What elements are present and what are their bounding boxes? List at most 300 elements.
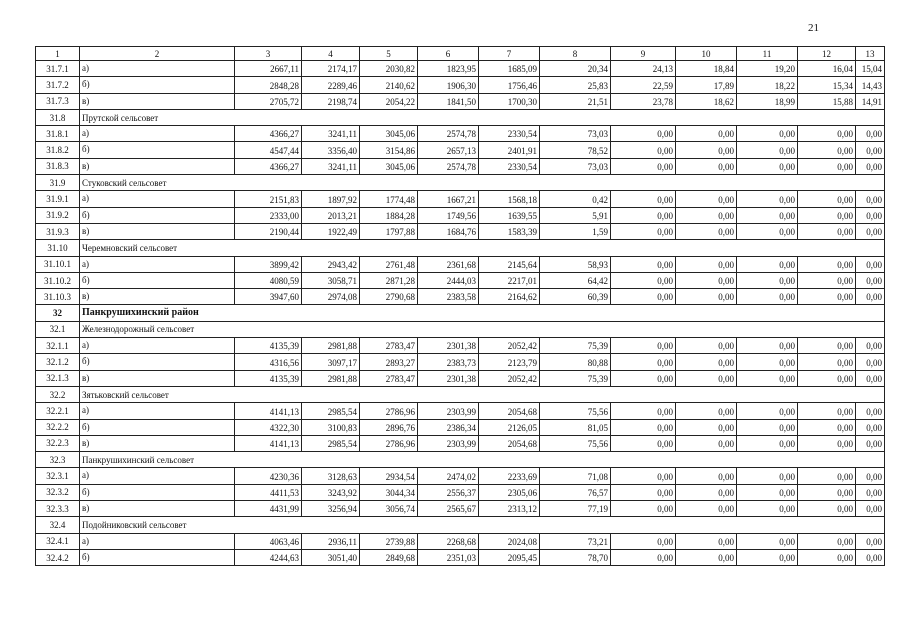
- value-cell: 0,00: [856, 207, 885, 223]
- column-header: 6: [418, 47, 479, 61]
- value-cell: 2981,88: [302, 338, 360, 354]
- value-cell: 81,05: [540, 419, 611, 435]
- value-cell: 3058,71: [302, 272, 360, 288]
- value-cell: 0,00: [611, 207, 676, 223]
- value-cell: 0,00: [798, 501, 856, 517]
- header-row: [36, 47, 885, 61]
- value-cell: 2030,82: [360, 61, 418, 77]
- value-cell: 0,00: [798, 435, 856, 451]
- value-cell: 0,00: [611, 354, 676, 370]
- value-cell: 2849,68: [360, 549, 418, 565]
- value-cell: 0,00: [737, 468, 798, 484]
- value-cell: 2981,88: [302, 370, 360, 386]
- value-cell: 18,22: [737, 77, 798, 93]
- value-cell: 1583,39: [479, 223, 540, 239]
- row-option: в): [80, 435, 235, 451]
- value-cell: 2783,47: [360, 370, 418, 386]
- value-cell: 0,00: [856, 223, 885, 239]
- value-cell: 0,00: [798, 158, 856, 174]
- value-cell: 0,00: [798, 549, 856, 565]
- value-cell: 14,43: [856, 77, 885, 93]
- row-option: б): [80, 142, 235, 158]
- value-cell: 2351,03: [418, 549, 479, 565]
- row-option: б): [80, 549, 235, 565]
- value-cell: 0,00: [856, 403, 885, 419]
- value-cell: 2761,48: [360, 256, 418, 272]
- district-row: [36, 305, 885, 321]
- value-cell: 2054,22: [360, 93, 418, 109]
- row-option: в): [80, 501, 235, 517]
- value-cell: 4135,39: [235, 370, 302, 386]
- table-row: [36, 354, 885, 370]
- value-cell: 0,00: [737, 435, 798, 451]
- value-cell: 23,78: [611, 93, 676, 109]
- value-cell: 2174,17: [302, 61, 360, 77]
- value-cell: 0,00: [856, 484, 885, 500]
- row-code: 32.3.3: [36, 501, 80, 517]
- row-option: а): [80, 403, 235, 419]
- value-cell: 0,00: [676, 549, 737, 565]
- value-cell: 73,03: [540, 126, 611, 142]
- value-cell: 2052,42: [479, 338, 540, 354]
- value-cell: 2313,12: [479, 501, 540, 517]
- table-row: [36, 207, 885, 223]
- row-code: 32.3.2: [36, 484, 80, 500]
- value-cell: 3899,42: [235, 256, 302, 272]
- value-cell: 0,00: [676, 126, 737, 142]
- row-code: 32.4.1: [36, 533, 80, 549]
- value-cell: 2474,02: [418, 468, 479, 484]
- value-cell: 0,00: [737, 256, 798, 272]
- row-code: 32: [36, 305, 80, 321]
- section-row: [36, 175, 885, 191]
- row-option: б): [80, 272, 235, 288]
- value-cell: 0,00: [676, 419, 737, 435]
- value-cell: 2401,91: [479, 142, 540, 158]
- row-code: 31.10.1: [36, 256, 80, 272]
- value-cell: 2126,05: [479, 419, 540, 435]
- value-cell: 0,00: [798, 484, 856, 500]
- value-cell: 76,57: [540, 484, 611, 500]
- row-code: 32.2.2: [36, 419, 80, 435]
- value-cell: 2739,88: [360, 533, 418, 549]
- value-cell: 78,70: [540, 549, 611, 565]
- column-header: 2: [80, 47, 235, 61]
- value-cell: 0,00: [676, 289, 737, 305]
- value-cell: 0,00: [676, 272, 737, 288]
- value-cell: 4141,13: [235, 435, 302, 451]
- row-option: в): [80, 289, 235, 305]
- value-cell: 1700,30: [479, 93, 540, 109]
- row-option: в): [80, 93, 235, 109]
- value-cell: 3051,40: [302, 549, 360, 565]
- table-row: [36, 142, 885, 158]
- value-cell: 3243,92: [302, 484, 360, 500]
- value-cell: 2871,28: [360, 272, 418, 288]
- value-cell: 0,00: [856, 370, 885, 386]
- value-cell: 16,04: [798, 61, 856, 77]
- row-code: 32.3: [36, 452, 80, 468]
- value-cell: 5,91: [540, 207, 611, 223]
- value-cell: 0,00: [676, 501, 737, 517]
- section-title: Прутской сельсовет: [80, 109, 885, 125]
- value-cell: 0,00: [856, 191, 885, 207]
- value-cell: 1884,28: [360, 207, 418, 223]
- table-row: [36, 61, 885, 77]
- value-cell: 4547,44: [235, 142, 302, 158]
- row-code: 32.1: [36, 321, 80, 337]
- value-cell: 0,00: [611, 468, 676, 484]
- value-cell: 0,00: [856, 126, 885, 142]
- table-row: [36, 338, 885, 354]
- row-code: 32.2: [36, 386, 80, 402]
- value-cell: 2024,08: [479, 533, 540, 549]
- value-cell: 2164,62: [479, 289, 540, 305]
- value-cell: 0,00: [611, 126, 676, 142]
- value-cell: 25,83: [540, 77, 611, 93]
- table-row: [36, 272, 885, 288]
- table-row: [36, 370, 885, 386]
- value-cell: 3256,94: [302, 501, 360, 517]
- value-cell: 21,51: [540, 93, 611, 109]
- value-cell: 0,00: [676, 403, 737, 419]
- value-cell: 0,00: [611, 533, 676, 549]
- value-cell: 0,00: [798, 533, 856, 549]
- row-code: 31.7.3: [36, 93, 80, 109]
- row-code: 32.1.3: [36, 370, 80, 386]
- value-cell: 2268,68: [418, 533, 479, 549]
- value-cell: 0,00: [798, 207, 856, 223]
- row-code: 31.10.2: [36, 272, 80, 288]
- value-cell: 0,00: [676, 484, 737, 500]
- value-cell: 0,00: [676, 338, 737, 354]
- table-row: [36, 223, 885, 239]
- row-option: б): [80, 77, 235, 93]
- value-cell: 3044,34: [360, 484, 418, 500]
- row-code: 31.7.2: [36, 77, 80, 93]
- value-cell: 3056,74: [360, 501, 418, 517]
- value-cell: 0,00: [798, 419, 856, 435]
- table-row: [36, 289, 885, 305]
- row-code: 31.8.1: [36, 126, 80, 142]
- value-cell: 0,00: [737, 142, 798, 158]
- value-cell: 0,00: [611, 158, 676, 174]
- value-cell: 3045,06: [360, 158, 418, 174]
- value-cell: 2386,34: [418, 419, 479, 435]
- row-option: б): [80, 419, 235, 435]
- value-cell: 0,00: [856, 419, 885, 435]
- value-cell: 0,00: [798, 223, 856, 239]
- tariff-table: [35, 46, 885, 566]
- value-cell: 17,89: [676, 77, 737, 93]
- value-cell: 2140,62: [360, 77, 418, 93]
- value-cell: 0,00: [611, 419, 676, 435]
- value-cell: 19,20: [737, 61, 798, 77]
- value-cell: 2151,83: [235, 191, 302, 207]
- value-cell: 2301,38: [418, 370, 479, 386]
- value-cell: 0,00: [611, 191, 676, 207]
- row-option: а): [80, 468, 235, 484]
- section-title: Стуковский сельсовет: [80, 175, 885, 191]
- row-option: в): [80, 223, 235, 239]
- value-cell: 2783,47: [360, 338, 418, 354]
- value-cell: 3097,17: [302, 354, 360, 370]
- table-row: [36, 435, 885, 451]
- value-cell: 2383,73: [418, 354, 479, 370]
- row-code: 31.8: [36, 109, 80, 125]
- table-body: [36, 47, 885, 566]
- value-cell: 0,00: [737, 403, 798, 419]
- row-code: 31.9.1: [36, 191, 80, 207]
- value-cell: 4316,56: [235, 354, 302, 370]
- column-header: 4: [302, 47, 360, 61]
- value-cell: 75,56: [540, 435, 611, 451]
- value-cell: 2330,54: [479, 126, 540, 142]
- row-option: а): [80, 61, 235, 77]
- column-header: 10: [676, 47, 737, 61]
- value-cell: 0,00: [676, 142, 737, 158]
- value-cell: 2565,67: [418, 501, 479, 517]
- row-option: а): [80, 191, 235, 207]
- value-cell: 3100,83: [302, 419, 360, 435]
- value-cell: 0,00: [611, 370, 676, 386]
- value-cell: 1685,09: [479, 61, 540, 77]
- value-cell: 4411,53: [235, 484, 302, 500]
- value-cell: 3241,11: [302, 158, 360, 174]
- value-cell: 2361,68: [418, 256, 479, 272]
- row-code: 31.8.3: [36, 158, 80, 174]
- value-cell: 0,00: [737, 533, 798, 549]
- value-cell: 0,00: [798, 142, 856, 158]
- section-row: [36, 386, 885, 402]
- value-cell: 0,00: [798, 468, 856, 484]
- value-cell: 4230,36: [235, 468, 302, 484]
- row-option: а): [80, 126, 235, 142]
- value-cell: 0,00: [737, 207, 798, 223]
- column-header: 11: [737, 47, 798, 61]
- value-cell: 1841,50: [418, 93, 479, 109]
- value-cell: 1774,48: [360, 191, 418, 207]
- value-cell: 3241,11: [302, 126, 360, 142]
- value-cell: 0,00: [856, 338, 885, 354]
- value-cell: 58,93: [540, 256, 611, 272]
- row-code: 31.9.2: [36, 207, 80, 223]
- value-cell: 4322,30: [235, 419, 302, 435]
- value-cell: 2190,44: [235, 223, 302, 239]
- value-cell: 18,99: [737, 93, 798, 109]
- value-cell: 24,13: [611, 61, 676, 77]
- section-title: Подойниковский сельсовет: [80, 517, 885, 533]
- row-code: 32.4.2: [36, 549, 80, 565]
- value-cell: 0,00: [856, 272, 885, 288]
- value-cell: 2217,01: [479, 272, 540, 288]
- value-cell: 2054,68: [479, 403, 540, 419]
- value-cell: 0,00: [856, 354, 885, 370]
- value-cell: 0,00: [798, 289, 856, 305]
- value-cell: 2657,13: [418, 142, 479, 158]
- value-cell: 0,00: [737, 338, 798, 354]
- value-cell: 4141,13: [235, 403, 302, 419]
- column-header: 13: [856, 47, 885, 61]
- value-cell: 3128,63: [302, 468, 360, 484]
- row-code: 31.10.3: [36, 289, 80, 305]
- value-cell: 2936,11: [302, 533, 360, 549]
- value-cell: 2145,64: [479, 256, 540, 272]
- value-cell: 1667,21: [418, 191, 479, 207]
- section-title: Черемновский сельсовет: [80, 240, 885, 256]
- value-cell: 0,00: [856, 501, 885, 517]
- value-cell: 2893,27: [360, 354, 418, 370]
- value-cell: 71,08: [540, 468, 611, 484]
- value-cell: 0,00: [611, 403, 676, 419]
- value-cell: 0,00: [856, 468, 885, 484]
- column-header: 8: [540, 47, 611, 61]
- value-cell: 0,00: [676, 191, 737, 207]
- value-cell: 0,00: [676, 158, 737, 174]
- value-cell: 0,00: [611, 272, 676, 288]
- value-cell: 2123,79: [479, 354, 540, 370]
- page-number: 21: [808, 22, 819, 34]
- value-cell: 2790,68: [360, 289, 418, 305]
- value-cell: 0,00: [611, 142, 676, 158]
- value-cell: 75,39: [540, 338, 611, 354]
- value-cell: 2985,54: [302, 435, 360, 451]
- row-option: а): [80, 533, 235, 549]
- table-row: [36, 403, 885, 419]
- value-cell: 2052,42: [479, 370, 540, 386]
- value-cell: 1639,55: [479, 207, 540, 223]
- value-cell: 0,00: [611, 223, 676, 239]
- value-cell: 0,00: [856, 533, 885, 549]
- value-cell: 2705,72: [235, 93, 302, 109]
- value-cell: 0,00: [798, 126, 856, 142]
- value-cell: 3947,60: [235, 289, 302, 305]
- value-cell: 2289,46: [302, 77, 360, 93]
- value-cell: 0,00: [676, 370, 737, 386]
- value-cell: 2330,54: [479, 158, 540, 174]
- section-title: Железнодорожный сельсовет: [80, 321, 885, 337]
- value-cell: 0,00: [676, 435, 737, 451]
- value-cell: 0,00: [737, 272, 798, 288]
- row-code: 31.10: [36, 240, 80, 256]
- value-cell: 2303,99: [418, 435, 479, 451]
- section-row: [36, 109, 885, 125]
- value-cell: 2198,74: [302, 93, 360, 109]
- row-option: б): [80, 207, 235, 223]
- table-row: [36, 191, 885, 207]
- value-cell: 0,00: [798, 191, 856, 207]
- value-cell: 0,00: [737, 370, 798, 386]
- value-cell: 0,00: [798, 256, 856, 272]
- district-title: Панкрушихинский район: [80, 305, 885, 321]
- value-cell: 1756,46: [479, 77, 540, 93]
- value-cell: 22,59: [611, 77, 676, 93]
- value-cell: 18,84: [676, 61, 737, 77]
- column-header: 9: [611, 47, 676, 61]
- value-cell: 4135,39: [235, 338, 302, 354]
- value-cell: 1906,30: [418, 77, 479, 93]
- row-code: 32.2.1: [36, 403, 80, 419]
- value-cell: 60,39: [540, 289, 611, 305]
- value-cell: 0,00: [737, 484, 798, 500]
- value-cell: 3356,40: [302, 142, 360, 158]
- value-cell: 0,00: [676, 223, 737, 239]
- value-cell: 14,91: [856, 93, 885, 109]
- value-cell: 1568,18: [479, 191, 540, 207]
- section-row: [36, 452, 885, 468]
- section-row: [36, 240, 885, 256]
- value-cell: 1797,88: [360, 223, 418, 239]
- value-cell: 2574,78: [418, 126, 479, 142]
- value-cell: 2333,00: [235, 207, 302, 223]
- value-cell: 2786,96: [360, 403, 418, 419]
- value-cell: 2305,06: [479, 484, 540, 500]
- section-row: [36, 517, 885, 533]
- value-cell: 2095,45: [479, 549, 540, 565]
- value-cell: 73,21: [540, 533, 611, 549]
- value-cell: 2556,37: [418, 484, 479, 500]
- value-cell: 0,00: [611, 484, 676, 500]
- value-cell: 0,00: [611, 501, 676, 517]
- value-cell: 2233,69: [479, 468, 540, 484]
- value-cell: 0,00: [856, 158, 885, 174]
- value-cell: 0,00: [798, 338, 856, 354]
- value-cell: 0,00: [856, 549, 885, 565]
- value-cell: 0,00: [737, 158, 798, 174]
- value-cell: 3154,86: [360, 142, 418, 158]
- value-cell: 0,00: [798, 272, 856, 288]
- value-cell: 0,00: [676, 256, 737, 272]
- row-code: 31.7.1: [36, 61, 80, 77]
- column-header: 3: [235, 47, 302, 61]
- value-cell: 0,00: [737, 223, 798, 239]
- value-cell: 0,00: [737, 549, 798, 565]
- value-cell: 1684,76: [418, 223, 479, 239]
- row-code: 32.1.2: [36, 354, 80, 370]
- table-row: [36, 158, 885, 174]
- value-cell: 73,03: [540, 158, 611, 174]
- value-cell: 0,00: [856, 289, 885, 305]
- column-header: 7: [479, 47, 540, 61]
- section-row: [36, 321, 885, 337]
- value-cell: 80,88: [540, 354, 611, 370]
- column-header: 5: [360, 47, 418, 61]
- value-cell: 18,62: [676, 93, 737, 109]
- value-cell: 4366,27: [235, 126, 302, 142]
- value-cell: 15,34: [798, 77, 856, 93]
- value-cell: 0,00: [737, 191, 798, 207]
- table-row: [36, 501, 885, 517]
- section-title: Зятьковский сельсовет: [80, 386, 885, 402]
- value-cell: 1,59: [540, 223, 611, 239]
- value-cell: 2896,76: [360, 419, 418, 435]
- value-cell: 4244,63: [235, 549, 302, 565]
- value-cell: 0,00: [611, 549, 676, 565]
- value-cell: 15,88: [798, 93, 856, 109]
- table-row: [36, 533, 885, 549]
- value-cell: 0,00: [737, 501, 798, 517]
- value-cell: 0,00: [856, 435, 885, 451]
- value-cell: 2303,99: [418, 403, 479, 419]
- value-cell: 1823,95: [418, 61, 479, 77]
- value-cell: 0,00: [676, 354, 737, 370]
- row-option: а): [80, 338, 235, 354]
- row-option: а): [80, 256, 235, 272]
- value-cell: 2383,58: [418, 289, 479, 305]
- row-option: в): [80, 158, 235, 174]
- value-cell: 4063,46: [235, 533, 302, 549]
- value-cell: 0,00: [737, 126, 798, 142]
